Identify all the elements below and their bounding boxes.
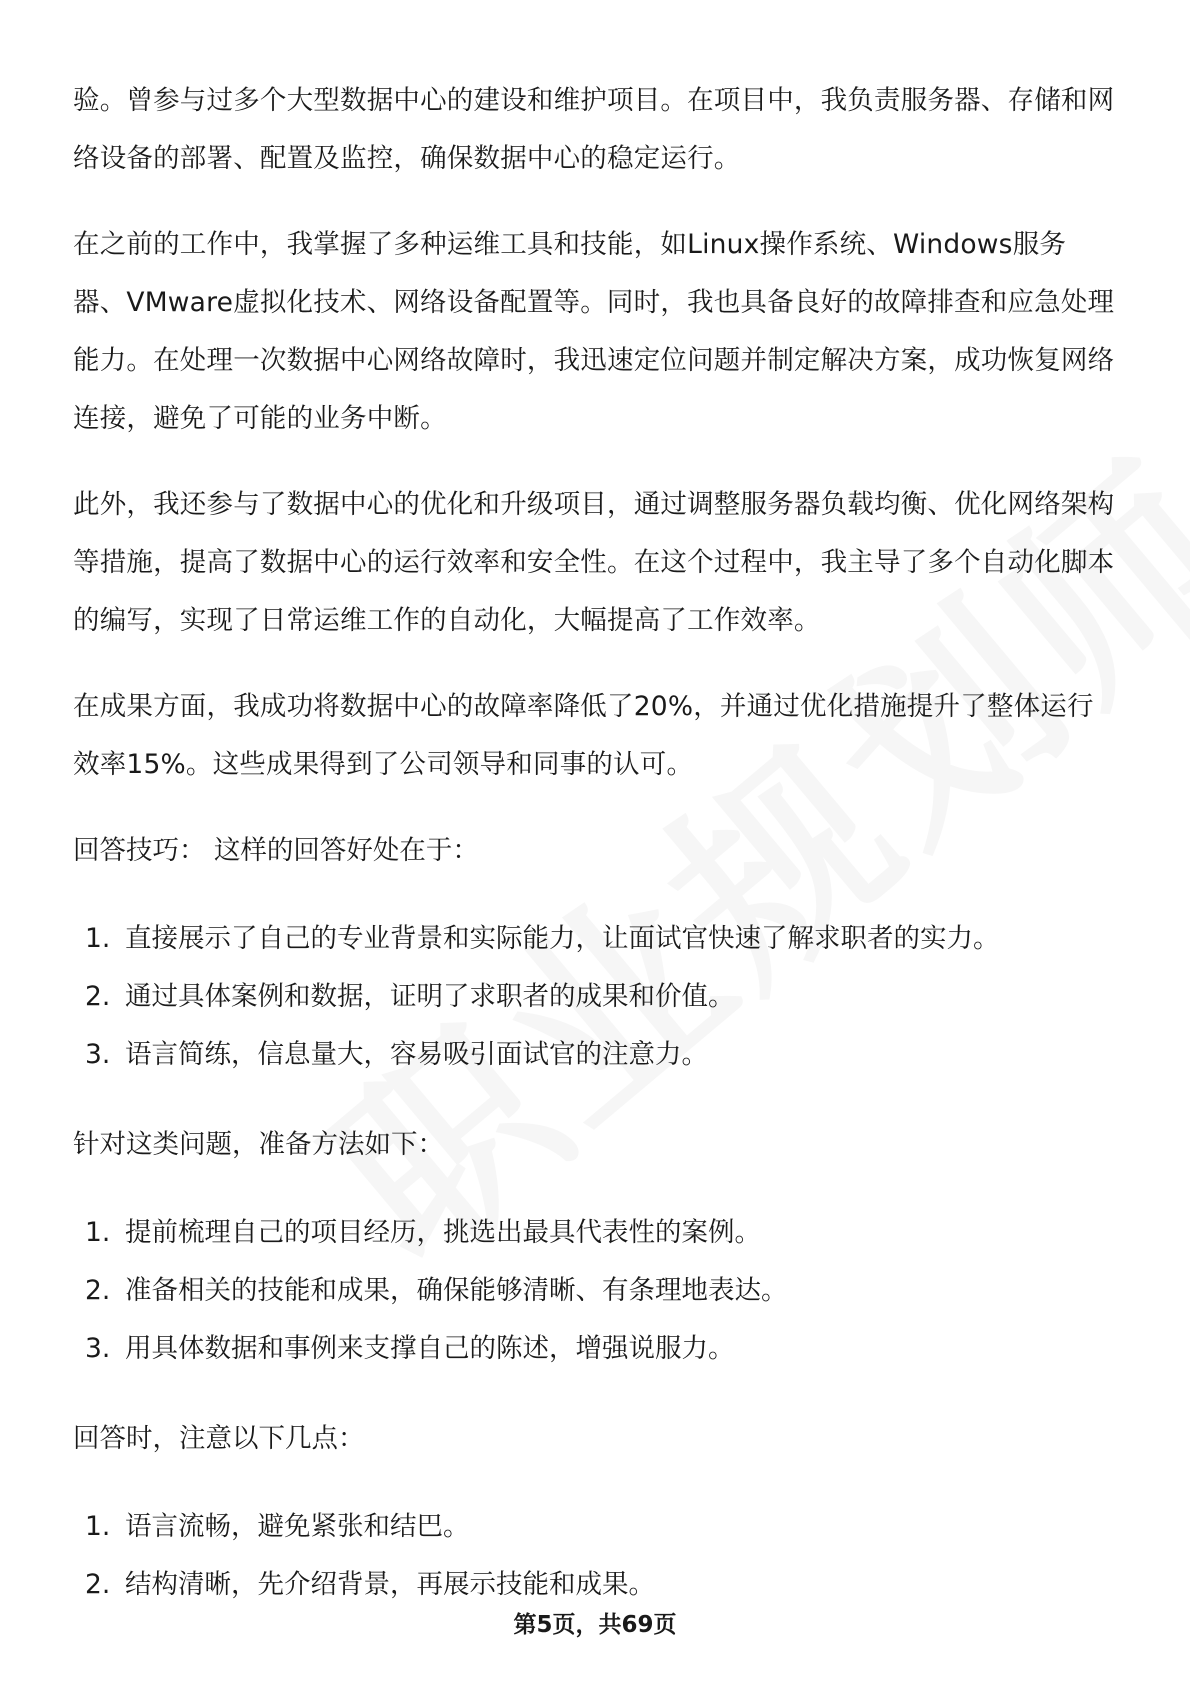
list-item-number: 2. xyxy=(85,981,111,1012)
list-item xyxy=(73,968,1118,1026)
list-item-text: 直接展示了自己的专业背景和实际能力，让面试官快速了解求职者的实力。 xyxy=(125,923,1000,954)
list-item-text: 用具体数据和事例来支撑自己的陈述，增强说服力。 xyxy=(125,1333,735,1364)
prep-list xyxy=(73,1204,1118,1378)
paragraph-experience: 验。曾参与过多个大型数据中心的建设和维护项目。在项目中，我负责服务器、存储和网络设备的部署、配置及监控，确保数据中心的稳定运行。 xyxy=(73,85,1115,174)
list-item-number: 3. xyxy=(85,1039,111,1070)
list-item xyxy=(73,1204,1118,1262)
list-item-number: 2. xyxy=(85,1275,111,1306)
page-number-footer: 第5页，共69页 xyxy=(513,1612,677,1638)
paragraph-skills: 在之前的工作中，我掌握了多种运维工具和技能，如Linux操作系统、Windows服务器、VMware虚拟化技术、网络设备配置等。同时，我也具备良好的故障排查和应急处理能力。在处理一次数据中心网络故障时，我迅速定位问题并制定解决方案，成功恢复网络连接，避免了可能的业务中断。 xyxy=(73,229,1115,434)
list-item-text: 语言流畅，避免紧张和结巴。 xyxy=(125,1511,470,1542)
list-item xyxy=(73,1262,1118,1320)
tips-heading: 回答技巧： 这样的回答好处在于： xyxy=(73,835,479,866)
paragraph-results: 在成果方面，我成功将数据中心的故障率降低了20%，并通过优化措施提升了整体运行效率15%。这些成果得到了公司领导和同事的认可。 xyxy=(73,691,1094,780)
list-item-text: 通过具体案例和数据，证明了求职者的成果和价值。 xyxy=(125,981,735,1012)
paragraph-optimization: 此外，我还参与了数据中心的优化和升级项目，通过调整服务器负载均衡、优化网络架构等措施，提高了数据中心的运行效率和安全性。在这个过程中，我主导了多个自动化脚本的编写，实现了日常运维工作的自动化，大幅提高了工作效率。 xyxy=(73,489,1115,636)
list-item xyxy=(73,910,1118,968)
notes-list xyxy=(73,1498,1118,1614)
list-item-text: 结构清晰，先介绍背景，再展示技能和成果。 xyxy=(125,1569,655,1600)
list-item-number: 1. xyxy=(85,1217,111,1248)
list-item-text: 准备相关的技能和成果，确保能够清晰、有条理地表达。 xyxy=(125,1275,788,1306)
list-item-text: 语言简练，信息量大，容易吸引面试官的注意力。 xyxy=(125,1039,708,1070)
prep-heading: 针对这类问题，准备方法如下： xyxy=(73,1129,444,1160)
page-content xyxy=(73,72,1118,1646)
list-item xyxy=(73,1498,1118,1556)
notes-heading: 回答时，注意以下几点： xyxy=(73,1423,365,1454)
list-item-number: 1. xyxy=(85,923,111,954)
list-item xyxy=(73,1320,1118,1378)
list-item-number: 3. xyxy=(85,1333,111,1364)
list-item xyxy=(73,1026,1118,1084)
list-item-number: 1. xyxy=(85,1511,111,1542)
tips-list xyxy=(73,910,1118,1084)
list-item-number: 2. xyxy=(85,1569,111,1600)
list-item-text: 提前梳理自己的项目经历，挑选出最具代表性的案例。 xyxy=(125,1217,761,1248)
